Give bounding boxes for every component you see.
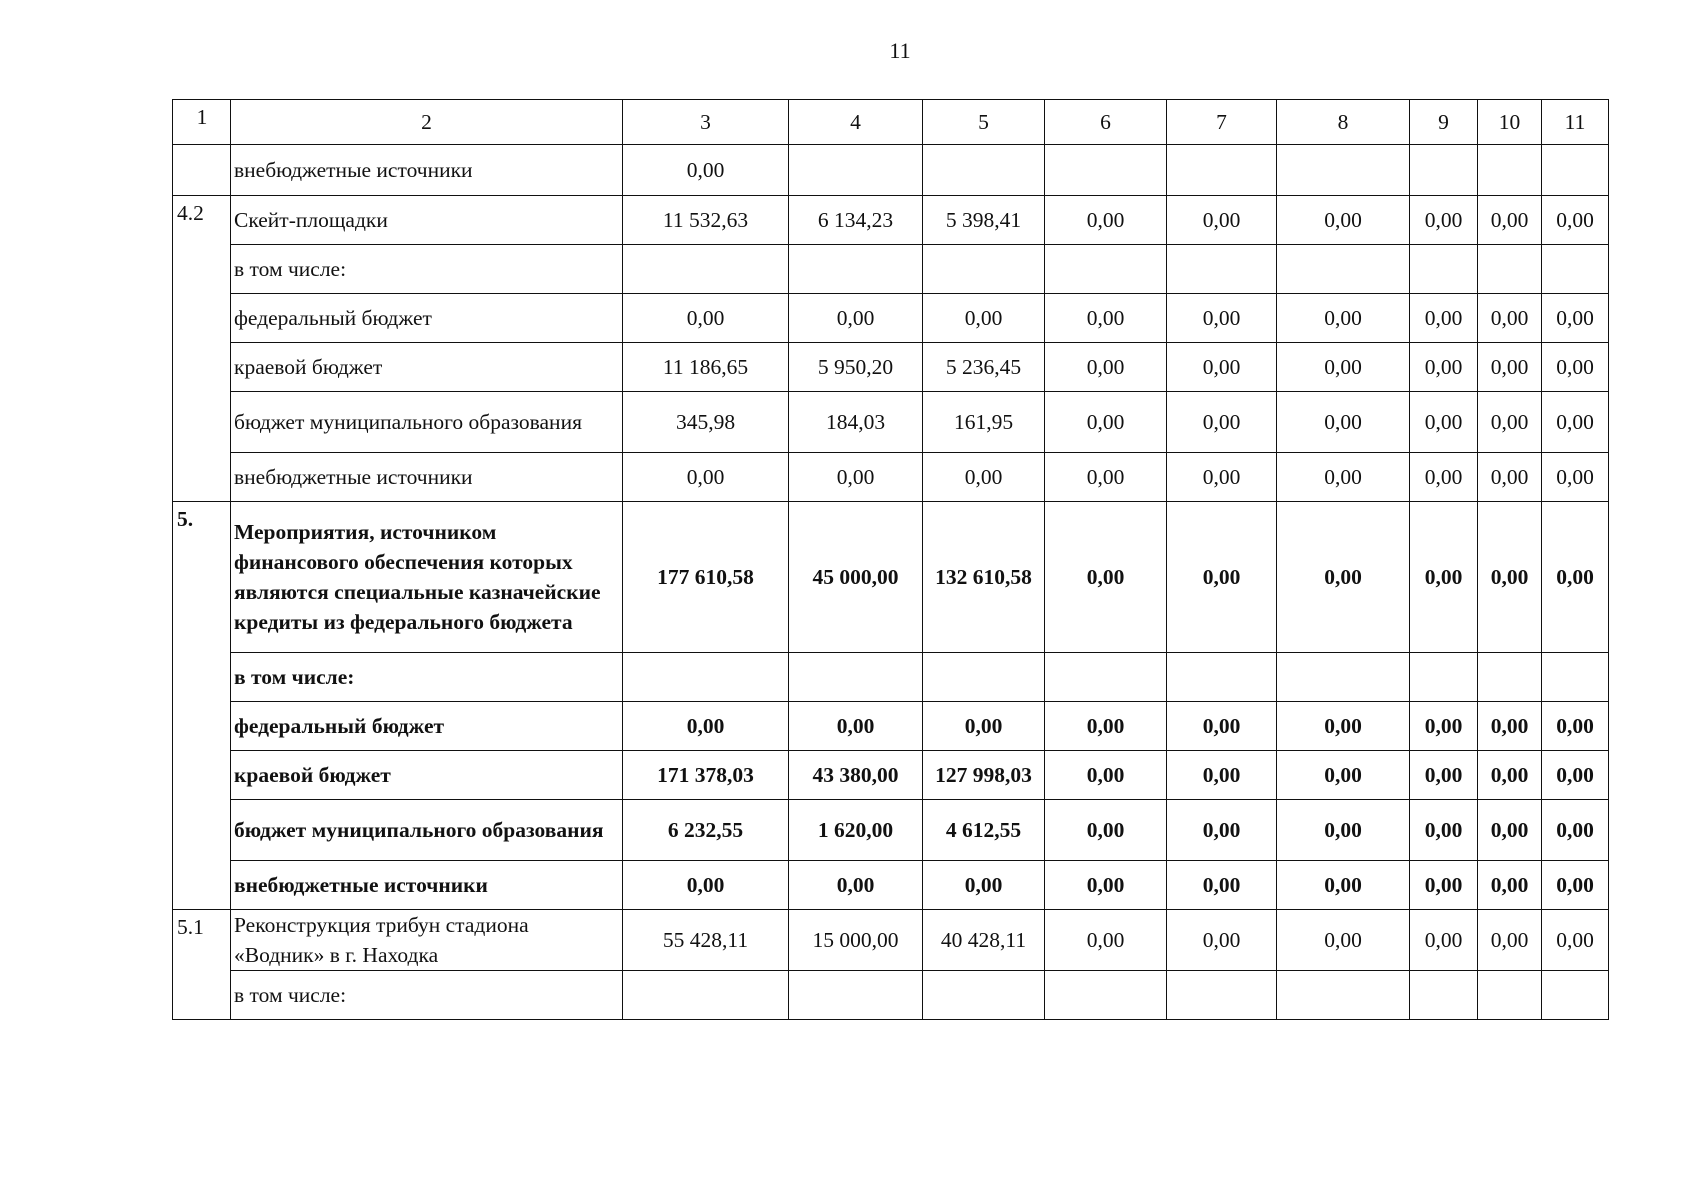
value-cell [623,653,789,702]
value-cell: 0,00 [1478,502,1542,653]
row-name-cell: Скейт-площадки [231,196,623,245]
value-cell: 0,00 [1277,800,1410,861]
value-cell: 0,00 [1045,196,1167,245]
row-name-cell: в том числе: [231,245,623,294]
value-cell: 0,00 [1277,343,1410,392]
table-row [173,145,1609,196]
value-cell: 0,00 [1167,343,1277,392]
row-name-cell: краевой бюджет [231,343,623,392]
value-cell: 0,00 [1478,343,1542,392]
value-cell: 0,00 [1045,910,1167,971]
value-cell: 5 236,45 [923,343,1045,392]
value-cell: 0,00 [1045,392,1167,453]
table-body [173,100,1609,1020]
table-row [173,653,1609,702]
value-cell: 0,00 [1167,751,1277,800]
row-number-cell: 4.2 [173,196,231,502]
column-header: 4 [789,100,923,145]
row-number-cell: 5. [173,502,231,910]
value-cell: 171 378,03 [623,751,789,800]
row-name-cell: внебюджетные источники [231,861,623,910]
value-cell: 0,00 [1167,800,1277,861]
table-row [173,502,1609,653]
column-header: 10 [1478,100,1542,145]
value-cell: 177 610,58 [623,502,789,653]
value-cell [1542,145,1609,196]
value-cell: 0,00 [1478,910,1542,971]
value-cell: 0,00 [1410,702,1478,751]
row-name-cell: в том числе: [231,971,623,1020]
value-cell: 0,00 [1045,343,1167,392]
value-cell [1167,245,1277,294]
row-name-cell: Реконструкция трибун стадиона «Водник» в г. Находка [231,910,623,971]
value-cell: 0,00 [1045,751,1167,800]
value-cell: 132 610,58 [923,502,1045,653]
column-header: 8 [1277,100,1410,145]
value-cell: 0,00 [1410,502,1478,653]
value-cell [1410,971,1478,1020]
value-cell: 0,00 [1542,453,1609,502]
value-cell: 0,00 [623,294,789,343]
value-cell: 0,00 [1410,453,1478,502]
value-cell: 40 428,11 [923,910,1045,971]
value-cell [1478,245,1542,294]
value-cell: 0,00 [1478,453,1542,502]
column-header: 7 [1167,100,1277,145]
value-cell: 45 000,00 [789,502,923,653]
table-row [173,294,1609,343]
value-cell: 15 000,00 [789,910,923,971]
value-cell: 0,00 [1277,751,1410,800]
value-cell [1277,145,1410,196]
table-row [173,196,1609,245]
row-name-cell: внебюджетные источники [231,145,623,196]
value-cell: 345,98 [623,392,789,453]
page-number: 11 [889,38,911,63]
value-cell: 0,00 [1478,702,1542,751]
value-cell [623,245,789,294]
value-cell: 11 532,63 [623,196,789,245]
value-cell [923,653,1045,702]
value-cell: 0,00 [1542,502,1609,653]
value-cell: 0,00 [923,453,1045,502]
value-cell: 0,00 [623,453,789,502]
value-cell [1045,245,1167,294]
value-cell: 0,00 [1277,196,1410,245]
value-cell: 0,00 [1542,294,1609,343]
value-cell: 0,00 [1045,453,1167,502]
value-cell: 0,00 [1478,392,1542,453]
value-cell: 0,00 [923,294,1045,343]
table-row [173,910,1609,971]
value-cell: 0,00 [1167,861,1277,910]
table-row [173,702,1609,751]
value-cell: 55 428,11 [623,910,789,971]
table-row [173,861,1609,910]
value-cell: 0,00 [1478,751,1542,800]
value-cell: 0,00 [1277,453,1410,502]
value-cell: 0,00 [1410,294,1478,343]
row-name-cell: федеральный бюджет [231,294,623,343]
value-cell: 0,00 [1277,861,1410,910]
row-name-cell: бюджет муниципального образования [231,392,623,453]
value-cell [789,971,923,1020]
value-cell: 0,00 [1167,910,1277,971]
value-cell: 0,00 [1542,910,1609,971]
value-cell: 0,00 [1542,751,1609,800]
value-cell: 0,00 [1167,196,1277,245]
row-name-cell: Мероприятия, источником финансового обеспечения которых являются специальные казначейские кредиты из федерального бюджета [231,502,623,653]
value-cell: 0,00 [1277,502,1410,653]
value-cell: 0,00 [1542,196,1609,245]
value-cell: 5 398,41 [923,196,1045,245]
value-cell: 0,00 [1542,392,1609,453]
value-cell [1045,971,1167,1020]
value-cell [1542,653,1609,702]
value-cell: 0,00 [1277,294,1410,343]
column-header: 2 [231,100,623,145]
value-cell [1478,653,1542,702]
value-cell [623,971,789,1020]
value-cell: 0,00 [1478,861,1542,910]
value-cell: 6 232,55 [623,800,789,861]
value-cell: 0,00 [1045,294,1167,343]
value-cell: 127 998,03 [923,751,1045,800]
row-name-cell: внебюджетные источники [231,453,623,502]
value-cell: 0,00 [1478,800,1542,861]
value-cell: 0,00 [1410,910,1478,971]
row-number-cell [173,145,231,196]
value-cell: 0,00 [1410,343,1478,392]
column-header: 11 [1542,100,1609,145]
value-cell: 0,00 [1542,861,1609,910]
value-cell: 161,95 [923,392,1045,453]
value-cell [923,145,1045,196]
value-cell [1410,245,1478,294]
column-header: 1 [173,100,231,145]
value-cell [1478,971,1542,1020]
value-cell: 0,00 [923,702,1045,751]
value-cell [923,971,1045,1020]
column-header: 3 [623,100,789,145]
value-cell: 11 186,65 [623,343,789,392]
value-cell: 4 612,55 [923,800,1045,861]
value-cell: 0,00 [1277,702,1410,751]
row-name-cell: в том числе: [231,653,623,702]
value-cell: 0,00 [789,453,923,502]
value-cell: 43 380,00 [789,751,923,800]
value-cell [1167,971,1277,1020]
value-cell: 0,00 [1542,800,1609,861]
table-row [173,971,1609,1020]
value-cell [1167,653,1277,702]
value-cell [1410,145,1478,196]
value-cell [789,653,923,702]
table-row [173,800,1609,861]
table-row [173,343,1609,392]
value-cell: 0,00 [1410,861,1478,910]
value-cell: 0,00 [1410,751,1478,800]
value-cell [789,245,923,294]
row-number-cell: 5.1 [173,910,231,1020]
value-cell: 0,00 [623,702,789,751]
value-cell: 0,00 [1167,502,1277,653]
value-cell [1277,245,1410,294]
value-cell: 0,00 [1277,392,1410,453]
row-name-cell: краевой бюджет [231,751,623,800]
table-header-row [173,100,1609,145]
value-cell: 184,03 [789,392,923,453]
value-cell: 0,00 [1277,910,1410,971]
value-cell: 0,00 [789,702,923,751]
value-cell [923,245,1045,294]
row-name-cell: бюджет муниципального образования [231,800,623,861]
column-header: 6 [1045,100,1167,145]
value-cell [1277,971,1410,1020]
value-cell: 0,00 [1167,702,1277,751]
column-header: 5 [923,100,1045,145]
value-cell: 0,00 [1167,392,1277,453]
table-row [173,751,1609,800]
table-row [173,453,1609,502]
table-row [173,392,1609,453]
value-cell [1277,653,1410,702]
value-cell [1478,145,1542,196]
value-cell: 0,00 [1167,294,1277,343]
value-cell: 0,00 [923,861,1045,910]
value-cell: 0,00 [1045,502,1167,653]
value-cell: 0,00 [1410,196,1478,245]
value-cell [1410,653,1478,702]
value-cell: 0,00 [1167,453,1277,502]
value-cell: 0,00 [1478,294,1542,343]
value-cell: 0,00 [1045,800,1167,861]
value-cell [1542,971,1609,1020]
value-cell: 0,00 [1410,800,1478,861]
value-cell: 0,00 [623,861,789,910]
budget-table [172,99,1609,1020]
value-cell: 0,00 [1045,702,1167,751]
value-cell: 6 134,23 [789,196,923,245]
value-cell: 1 620,00 [789,800,923,861]
value-cell [1167,145,1277,196]
row-name-cell: федеральный бюджет [231,702,623,751]
value-cell: 5 950,20 [789,343,923,392]
value-cell: 0,00 [623,145,789,196]
value-cell: 0,00 [1478,196,1542,245]
value-cell [1045,145,1167,196]
column-header: 9 [1410,100,1478,145]
value-cell: 0,00 [789,294,923,343]
value-cell: 0,00 [1542,343,1609,392]
value-cell [1542,245,1609,294]
table-row [173,245,1609,294]
value-cell [789,145,923,196]
value-cell: 0,00 [1045,861,1167,910]
value-cell: 0,00 [1542,702,1609,751]
value-cell: 0,00 [1410,392,1478,453]
value-cell [1045,653,1167,702]
value-cell: 0,00 [789,861,923,910]
